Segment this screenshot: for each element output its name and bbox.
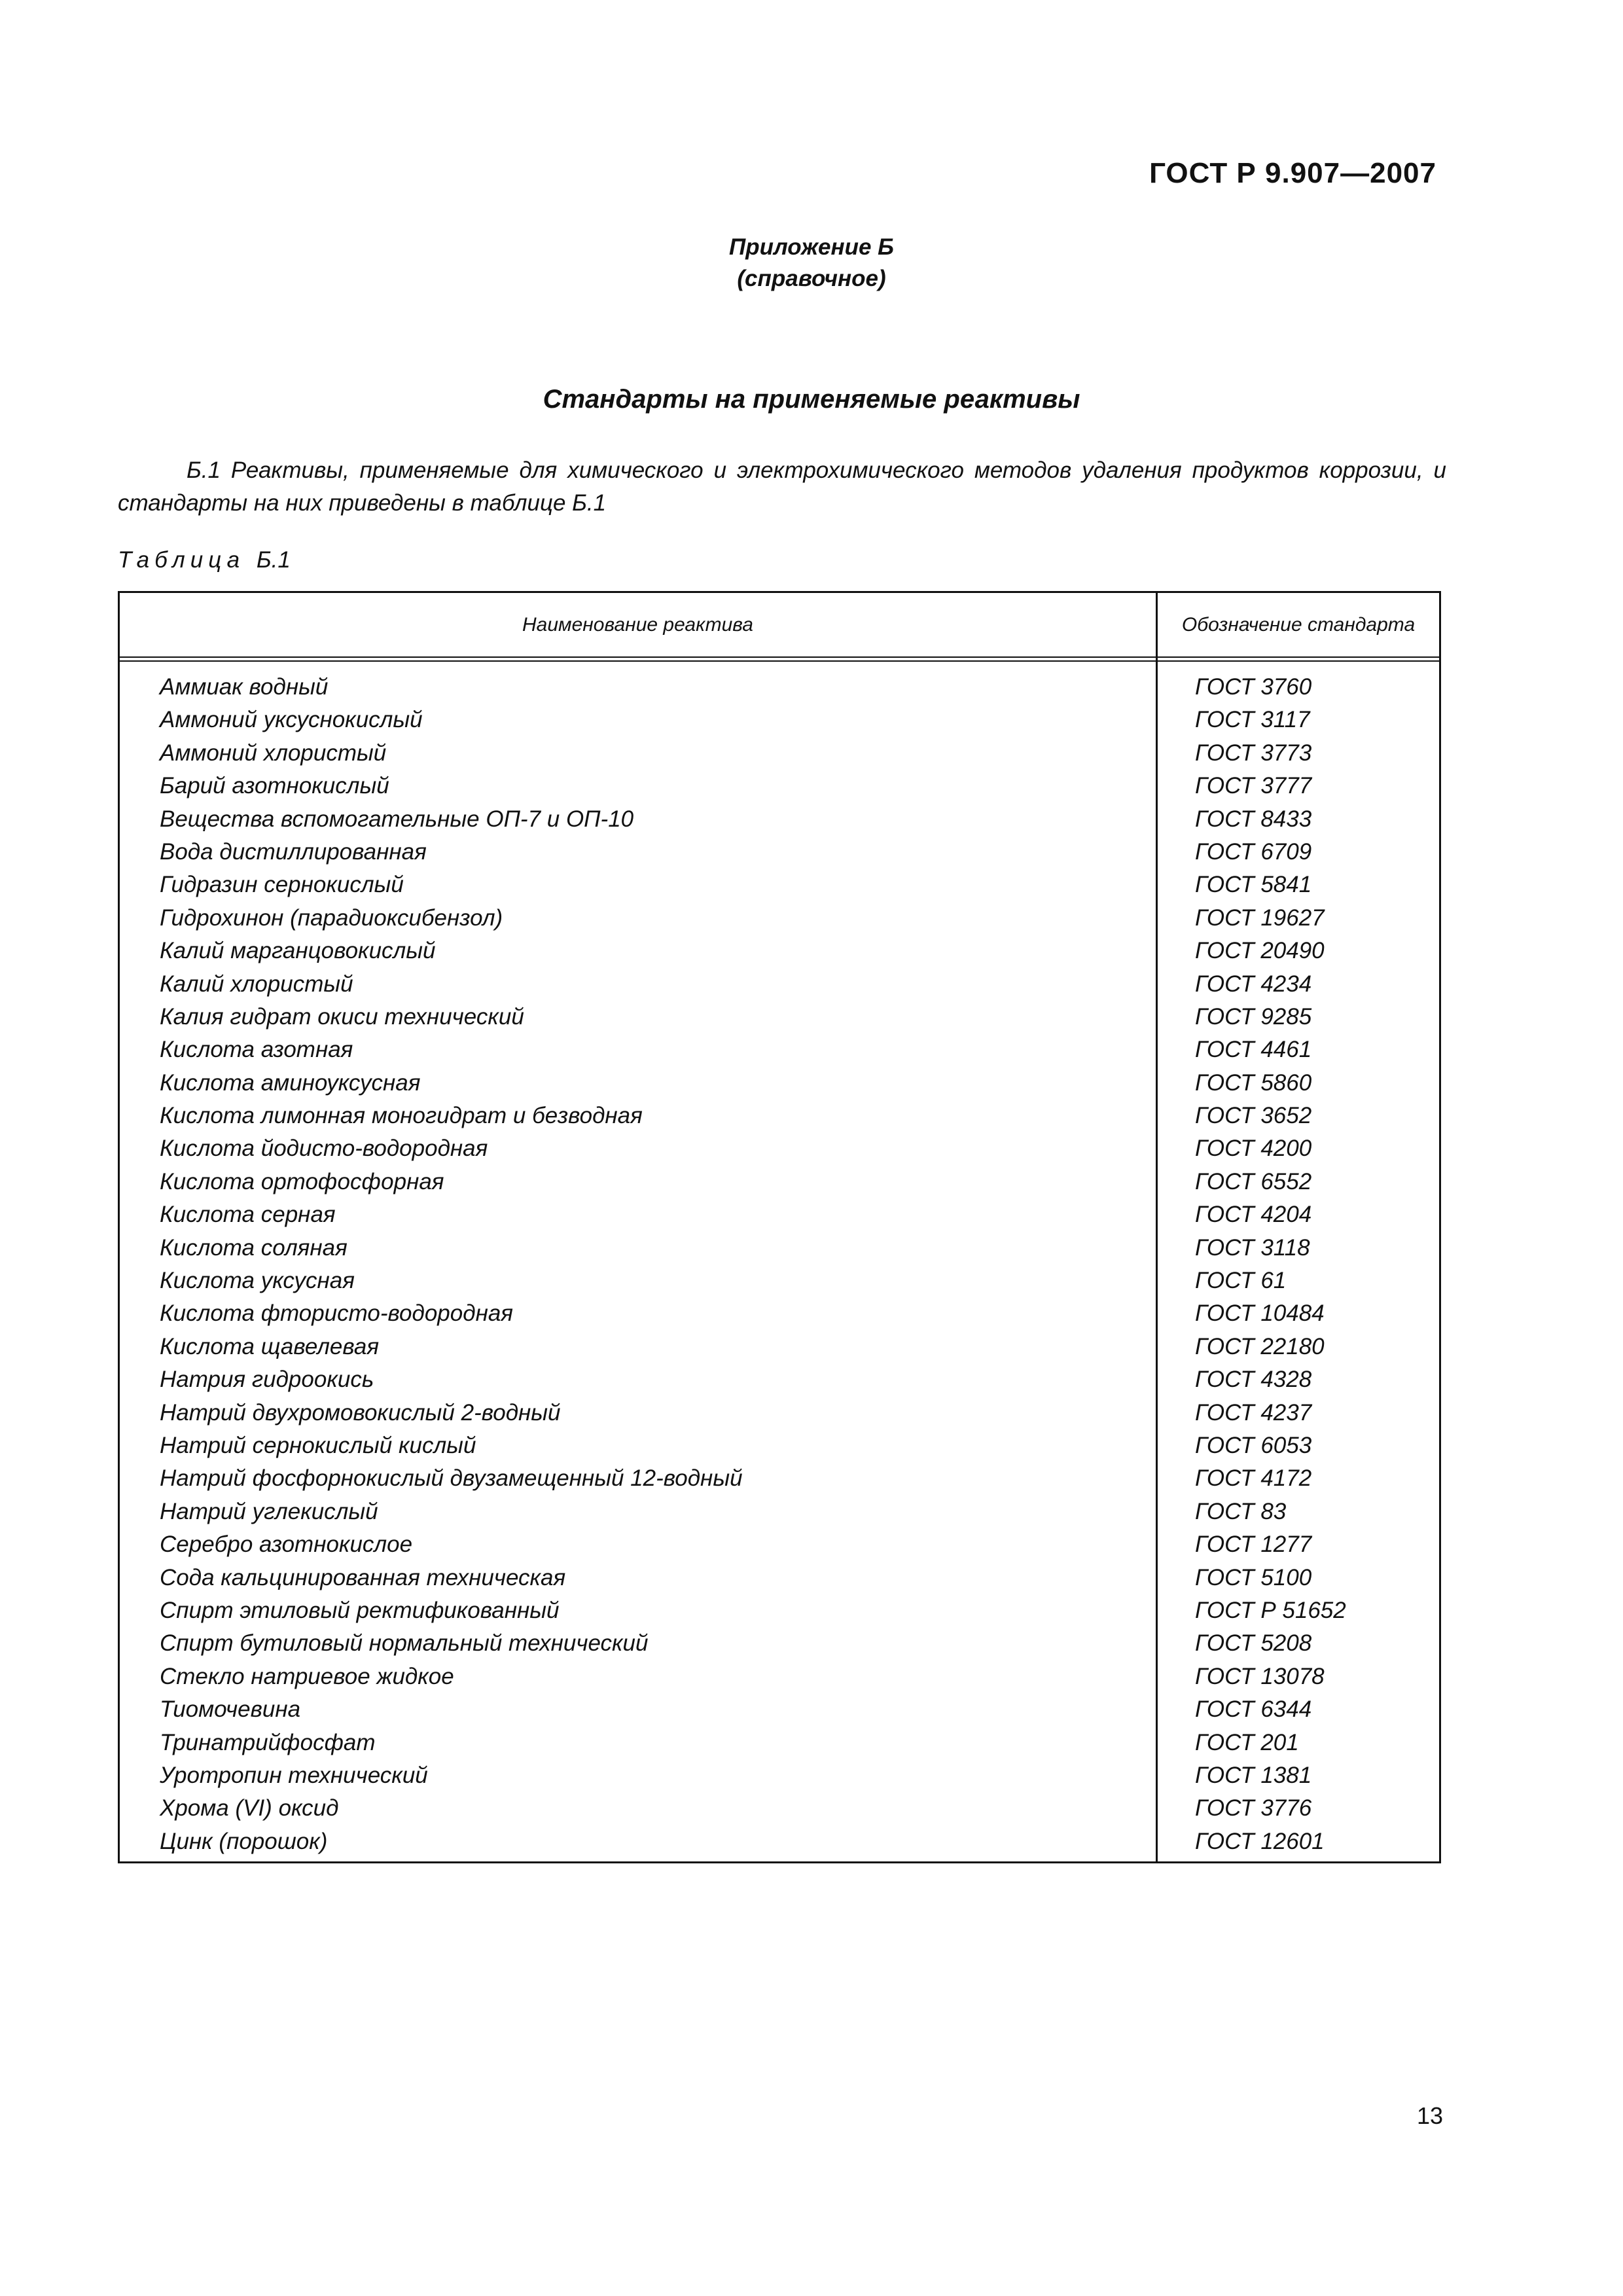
standard-cell: ГОСТ 4200 bbox=[1195, 1136, 1312, 1162]
reagent-name-cell: Кислота аминоуксусная bbox=[160, 1069, 421, 1096]
reagent-name-cell: Натрия гидроокись bbox=[160, 1367, 374, 1393]
table-row bbox=[120, 1100, 1439, 1132]
reagent-name-cell: Тринатрийфосфат bbox=[160, 1729, 376, 1755]
table-row bbox=[120, 1594, 1439, 1627]
reagent-table bbox=[118, 591, 1441, 1863]
standard-cell: ГОСТ 6709 bbox=[1195, 838, 1312, 865]
table-row bbox=[120, 770, 1439, 802]
table-row bbox=[120, 1067, 1439, 1100]
standard-cell: ГОСТ 3652 bbox=[1195, 1103, 1312, 1129]
reagent-name-cell: Гидразин сернокислый bbox=[160, 872, 404, 898]
reagent-name-cell: Натрий двухромовокислый 2-водный bbox=[160, 1399, 561, 1426]
table-row bbox=[120, 1331, 1439, 1363]
standard-cell: ГОСТ 6552 bbox=[1195, 1168, 1312, 1194]
table-caption-label: Таблица bbox=[118, 547, 245, 573]
reagent-name-cell: Кислота лимонная моногидрат и безводная bbox=[160, 1103, 643, 1129]
reagent-name-cell: Стекло натриевое жидкое bbox=[160, 1663, 454, 1689]
reagent-name-cell: Калий хлористый bbox=[160, 971, 353, 997]
reagent-name-cell: Спирт бутиловый нормальный технический bbox=[160, 1630, 649, 1657]
standard-cell: ГОСТ 201 bbox=[1195, 1729, 1299, 1755]
header-separator bbox=[120, 656, 1439, 662]
table-row bbox=[120, 968, 1439, 1001]
table-row bbox=[120, 1825, 1439, 1858]
reagent-name-cell: Барий азотнокислый bbox=[160, 773, 389, 799]
table-row bbox=[120, 902, 1439, 935]
table-row bbox=[120, 1462, 1439, 1495]
table-row bbox=[120, 1397, 1439, 1429]
reagent-name-cell: Вещества вспомогательные ОП-7 и ОП-10 bbox=[160, 806, 634, 832]
reagent-name-cell: Калия гидрат окиси технический bbox=[160, 1003, 524, 1030]
standard-cell: ГОСТ 6053 bbox=[1195, 1432, 1312, 1458]
standard-cell: ГОСТ 12601 bbox=[1195, 1828, 1325, 1854]
standard-cell: ГОСТ 4234 bbox=[1195, 971, 1312, 997]
table-row bbox=[120, 1033, 1439, 1066]
reagent-name-cell: Натрий сернокислый кислый bbox=[160, 1432, 476, 1458]
reagent-name-cell: Кислота йодисто-водородная bbox=[160, 1136, 488, 1162]
standard-cell: ГОСТ 3773 bbox=[1195, 740, 1312, 766]
standard-cell: ГОСТ 3776 bbox=[1195, 1795, 1312, 1821]
reagent-name-cell: Уротропин технический bbox=[160, 1762, 428, 1788]
table-row bbox=[120, 836, 1439, 869]
standard-cell: ГОСТ 1381 bbox=[1195, 1762, 1312, 1788]
standard-cell: ГОСТ 3777 bbox=[1195, 773, 1312, 799]
document-number: ГОСТ Р 9.907—2007 bbox=[1149, 157, 1436, 189]
appendix-title: Приложение Б bbox=[729, 234, 894, 260]
standard-cell: ГОСТ 10484 bbox=[1195, 1300, 1325, 1327]
table-row bbox=[120, 737, 1439, 770]
table-row bbox=[120, 1693, 1439, 1726]
standard-cell: ГОСТ 5841 bbox=[1195, 872, 1312, 898]
table-row bbox=[120, 803, 1439, 836]
table-row bbox=[120, 1363, 1439, 1396]
table-row bbox=[120, 1232, 1439, 1265]
table-row bbox=[120, 1496, 1439, 1528]
header-reagent-name: Наименование реактива bbox=[522, 613, 753, 636]
standard-cell: ГОСТ 3760 bbox=[1195, 674, 1312, 700]
table-row bbox=[120, 869, 1439, 901]
reagent-name-cell: Серебро азотнокислое bbox=[160, 1532, 413, 1558]
table-row bbox=[120, 1627, 1439, 1660]
reagent-name-cell: Сода кальцинированная техническая bbox=[160, 1564, 566, 1590]
section-title: Стандарты на применяемые реактивы bbox=[543, 385, 1080, 414]
standard-cell: ГОСТ 13078 bbox=[1195, 1663, 1325, 1689]
table-caption-number: Б.1 bbox=[256, 547, 291, 573]
table-row bbox=[120, 935, 1439, 967]
table-row bbox=[120, 1429, 1439, 1462]
standard-cell: ГОСТ 1277 bbox=[1195, 1532, 1312, 1558]
standard-cell: ГОСТ 3117 bbox=[1195, 707, 1310, 733]
standard-cell: ГОСТ 20490 bbox=[1195, 938, 1325, 964]
reagent-name-cell: Кислота щавелевая bbox=[160, 1333, 380, 1359]
intro-paragraph: Б.1 Реактивы, применяемые для химического и электрохимического методов удаления продуктов коррозии, и стандарты на них приведены в таблице Б.1 bbox=[118, 457, 1446, 516]
standard-cell: ГОСТ 4461 bbox=[1195, 1037, 1312, 1063]
reagent-name-cell: Натрий фосфорнокислый двузамещенный 12-водный bbox=[160, 1465, 743, 1492]
standard-cell: ГОСТ 5100 bbox=[1195, 1564, 1312, 1590]
table-row bbox=[120, 1198, 1439, 1231]
standard-cell: ГОСТ 4204 bbox=[1195, 1202, 1312, 1228]
standard-cell: ГОСТ 3118 bbox=[1195, 1234, 1310, 1261]
appendix-subtitle: (справочное) bbox=[737, 266, 886, 291]
table-row bbox=[120, 1166, 1439, 1198]
standard-cell: ГОСТ 9285 bbox=[1195, 1003, 1312, 1030]
standard-cell: ГОСТ 6344 bbox=[1195, 1696, 1312, 1723]
reagent-name-cell: Кислота фтористо-водородная bbox=[160, 1300, 514, 1327]
standard-cell: ГОСТ 5208 bbox=[1195, 1630, 1312, 1657]
table-body bbox=[120, 671, 1439, 1858]
standard-cell: ГОСТ 22180 bbox=[1195, 1333, 1325, 1359]
table-row bbox=[120, 1265, 1439, 1297]
header-standard: Обозначение стандарта bbox=[1181, 613, 1416, 636]
reagent-name-cell: Гидрохинон (парадиоксибензол) bbox=[160, 905, 503, 931]
table-row bbox=[120, 704, 1439, 736]
table-row bbox=[120, 1132, 1439, 1165]
table-row bbox=[120, 1727, 1439, 1759]
reagent-name-cell: Кислота соляная bbox=[160, 1234, 348, 1261]
table-row bbox=[120, 1562, 1439, 1594]
page-number: 13 bbox=[1416, 2102, 1443, 2129]
standard-cell: ГОСТ 5860 bbox=[1195, 1069, 1312, 1096]
reagent-name-cell: Натрий углекислый bbox=[160, 1498, 378, 1524]
standard-cell: ГОСТ 4172 bbox=[1195, 1465, 1312, 1492]
reagent-name-cell: Цинк (порошок) bbox=[160, 1828, 328, 1854]
standard-cell: ГОСТ 83 bbox=[1195, 1498, 1287, 1524]
table-row bbox=[120, 1001, 1439, 1033]
table-row bbox=[120, 1660, 1439, 1693]
table-caption bbox=[118, 547, 291, 573]
standard-cell: ГОСТ 19627 bbox=[1195, 905, 1325, 931]
reagent-name-cell: Хрома (VI) оксид bbox=[160, 1795, 339, 1821]
reagent-name-cell: Кислота серная bbox=[160, 1202, 336, 1228]
table-row bbox=[120, 671, 1439, 704]
standard-cell: ГОСТ Р 51652 bbox=[1195, 1597, 1346, 1623]
reagent-name-cell: Кислота уксусная bbox=[160, 1268, 355, 1294]
standard-cell: ГОСТ 61 bbox=[1195, 1268, 1287, 1294]
reagent-name-cell: Кислота ортофосфорная bbox=[160, 1168, 444, 1194]
table-row bbox=[120, 1528, 1439, 1561]
reagent-name-cell: Вода дистиллированная bbox=[160, 838, 427, 865]
standard-cell: ГОСТ 4237 bbox=[1195, 1399, 1312, 1426]
reagent-name-cell: Аммоний уксуснокислый bbox=[160, 707, 423, 733]
standard-cell: ГОСТ 4328 bbox=[1195, 1367, 1312, 1393]
reagent-name-cell: Аммоний хлористый bbox=[160, 740, 387, 766]
table-row bbox=[120, 1792, 1439, 1825]
reagent-name-cell: Тиомочевина bbox=[160, 1696, 301, 1723]
appendix-heading bbox=[0, 232, 1623, 295]
table-row bbox=[120, 1297, 1439, 1330]
reagent-name-cell: Кислота азотная bbox=[160, 1037, 353, 1063]
table-row bbox=[120, 1759, 1439, 1792]
reagent-name-cell: Спирт этиловый ректификованный bbox=[160, 1597, 560, 1623]
standard-cell: ГОСТ 8433 bbox=[1195, 806, 1312, 832]
reagent-name-cell: Калий марганцовокислый bbox=[160, 938, 436, 964]
reagent-name-cell: Аммиак водный bbox=[160, 674, 329, 700]
